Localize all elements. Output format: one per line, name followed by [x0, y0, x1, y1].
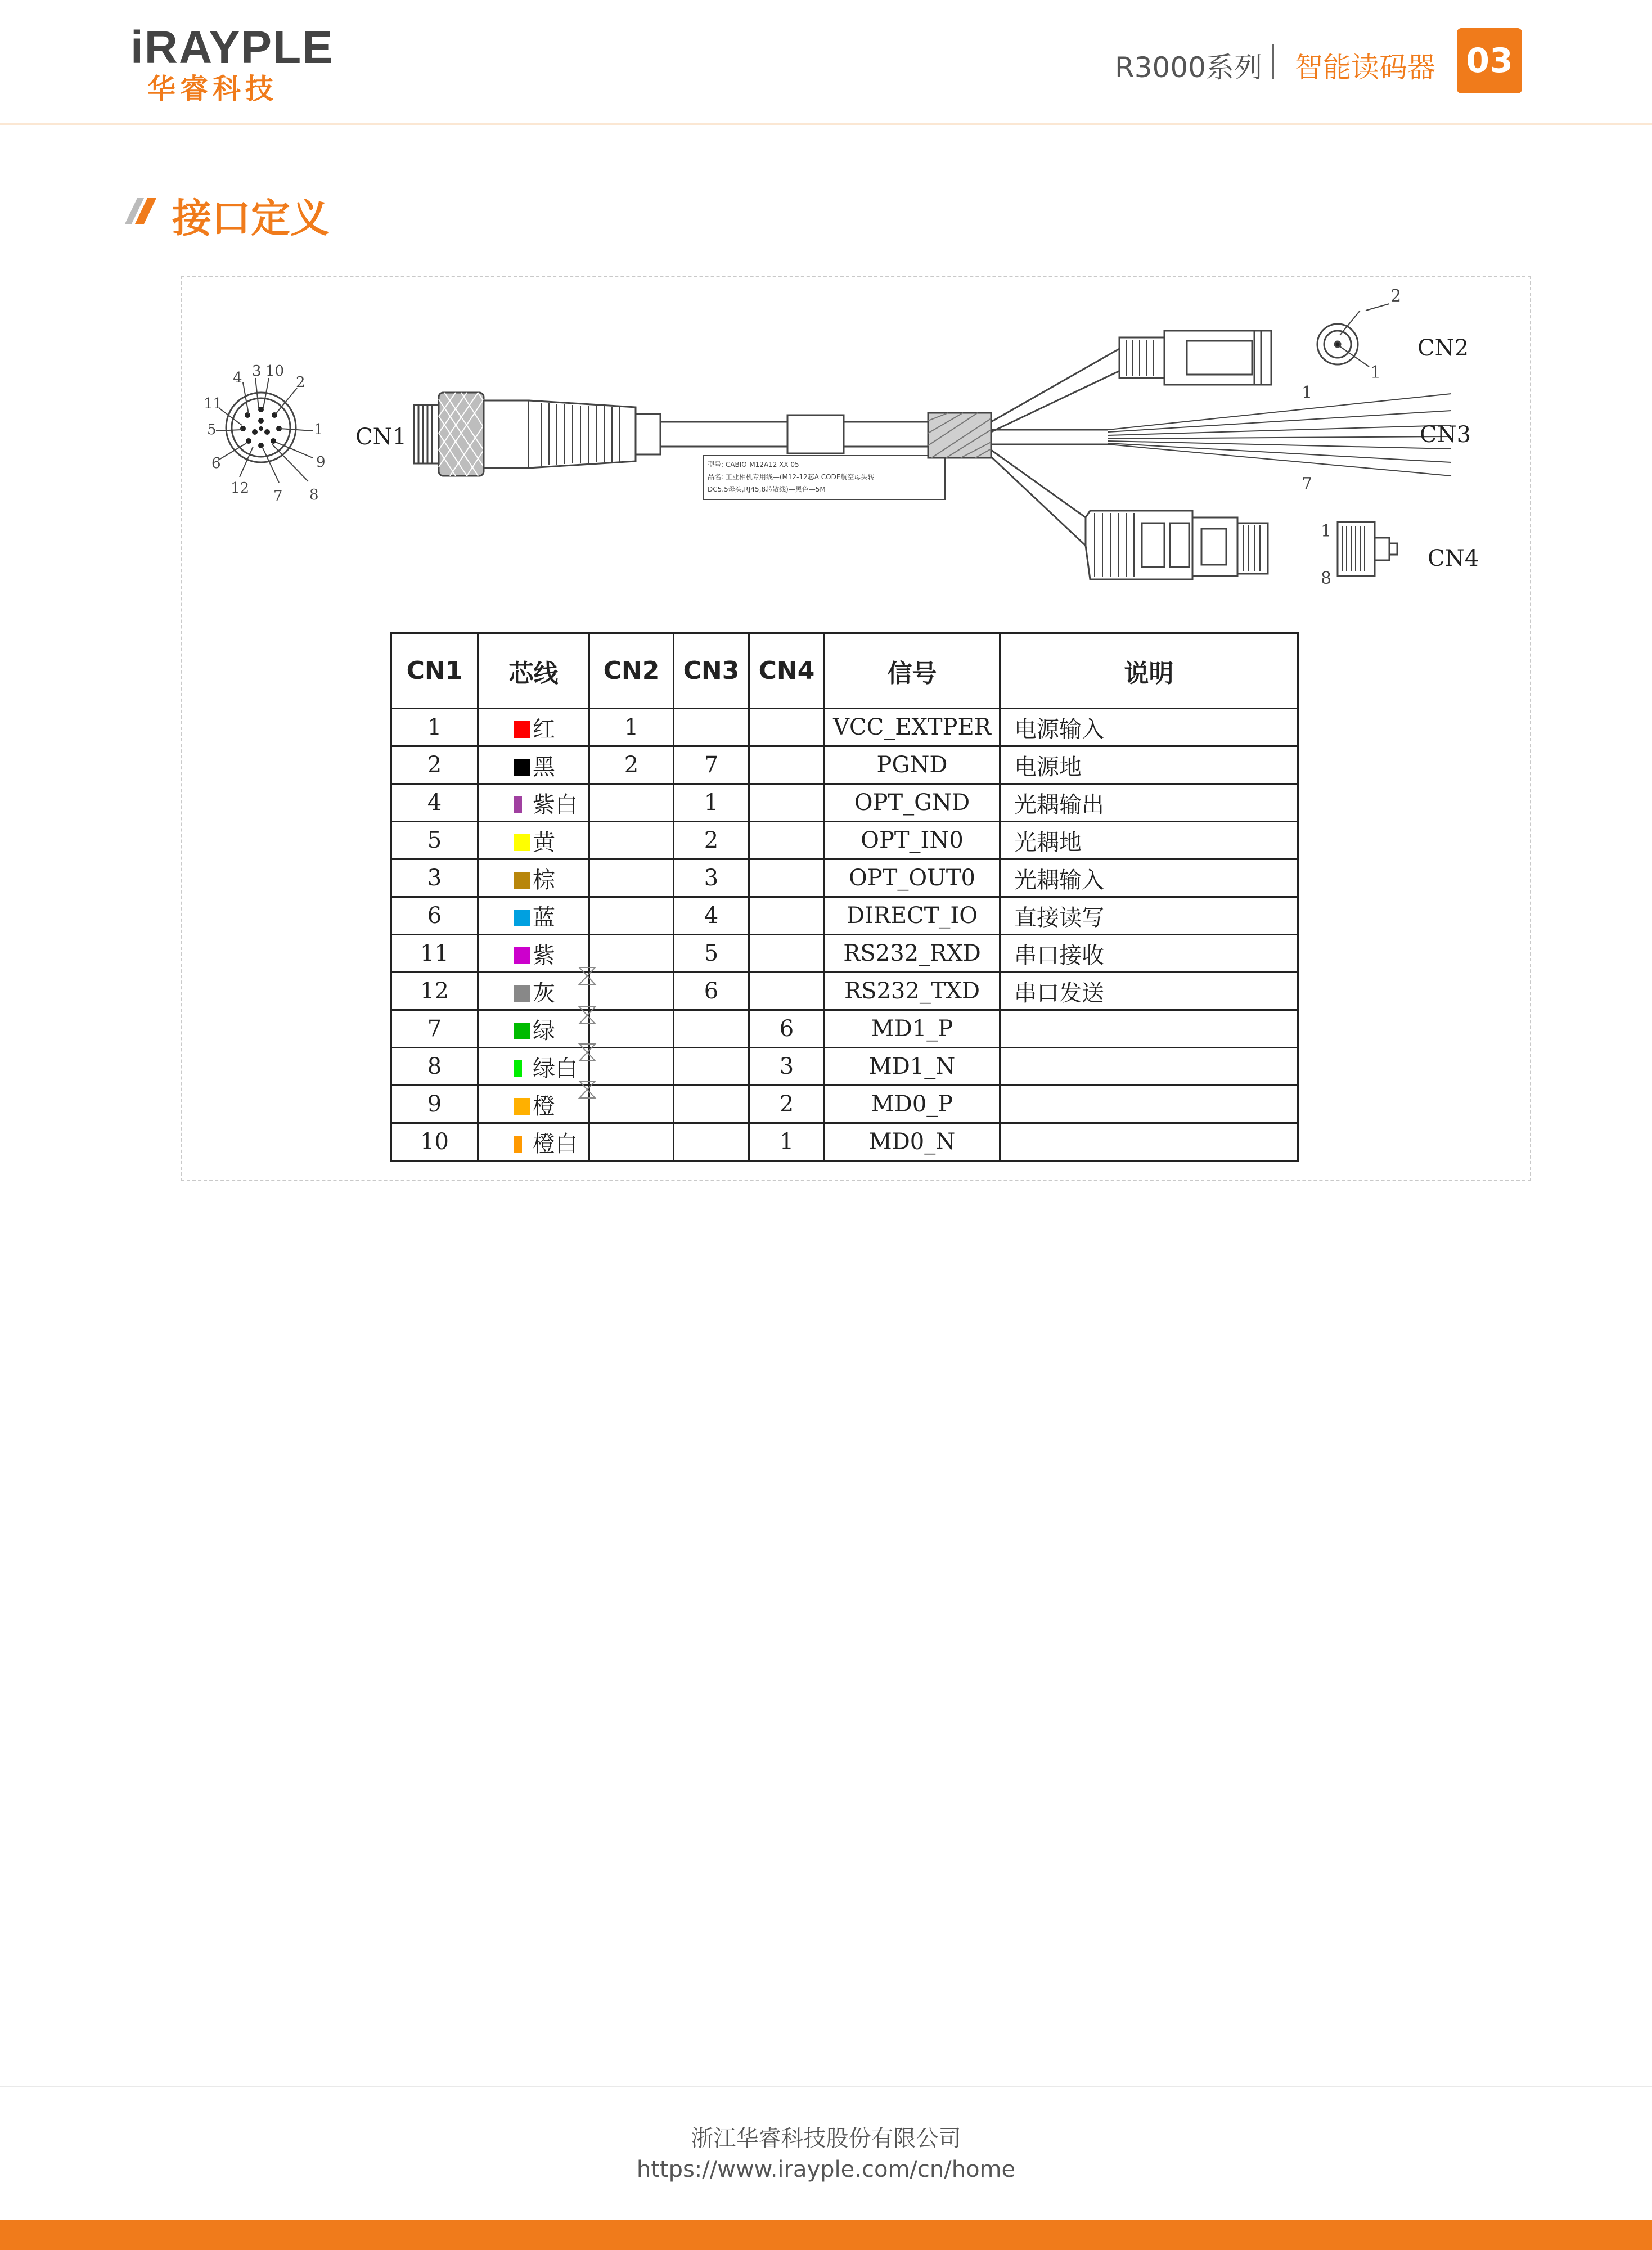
- wire-color-swatch: [514, 1136, 530, 1153]
- table-row: [391, 1010, 1298, 1048]
- svg-text:7: 7: [273, 488, 283, 505]
- cell-description: 光耦输入: [1000, 860, 1298, 897]
- table-row: [391, 935, 1298, 973]
- wire-color-swatch: [514, 985, 530, 1002]
- svg-text:12: 12: [231, 480, 250, 497]
- wire-color-swatch: [514, 910, 530, 926]
- wire-color-label: 橙白: [533, 1131, 578, 1157]
- cell-cn2: [589, 973, 674, 1010]
- cell-signal: MD0_P: [825, 1086, 1000, 1123]
- cell-cn2: [589, 897, 674, 935]
- cell-cn2: 1: [589, 709, 674, 746]
- cn2-label: CN2: [1417, 335, 1469, 361]
- cell-cn1: 9: [391, 1086, 478, 1123]
- svg-text:型号: CABIO-M12A12-XX-05: 型号: CABIO-M12A12-XX-05: [708, 461, 799, 469]
- wire-color-label: 紫: [533, 942, 555, 969]
- wire-color-swatch: [514, 759, 530, 776]
- cell-cn3: 6: [674, 973, 749, 1010]
- table-row: [391, 746, 1298, 784]
- cell-description: 光耦输出: [1000, 784, 1298, 822]
- cell-signal: OPT_OUT0: [825, 860, 1000, 897]
- svg-text:5: 5: [207, 421, 217, 438]
- cell-cn3: 1: [674, 784, 749, 822]
- cell-description: [1000, 1010, 1298, 1048]
- twisted-pair-markers: [576, 956, 598, 1181]
- cell-description: 电源输入: [1000, 709, 1298, 746]
- cell-wire: [478, 822, 589, 860]
- cell-wire: [478, 897, 589, 935]
- table-row: [391, 1123, 1298, 1161]
- table-row: [391, 822, 1298, 860]
- header-divider: [1272, 44, 1274, 79]
- cell-cn4: [749, 897, 825, 935]
- cell-signal: MD1_N: [825, 1048, 1000, 1086]
- cell-signal: RS232_TXD: [825, 973, 1000, 1010]
- footer-rule: [0, 2086, 1652, 2087]
- svg-text:8: 8: [309, 487, 319, 503]
- cell-signal: RS232_RXD: [825, 935, 1000, 973]
- header-cn2: CN2: [589, 633, 674, 709]
- cell-cn1: 12: [391, 973, 478, 1010]
- cell-cn2: [589, 822, 674, 860]
- table-row: [391, 897, 1298, 935]
- cell-wire: [478, 1010, 589, 1048]
- wire-color-swatch: [514, 721, 530, 738]
- wire-color-swatch: [514, 834, 530, 851]
- header-rule: [0, 123, 1652, 125]
- cell-cn2: [589, 935, 674, 973]
- cell-cn3: [674, 1086, 749, 1123]
- cell-cn4: [749, 973, 825, 1010]
- cn1-label: CN1: [355, 424, 407, 450]
- table-header-row: [391, 633, 1298, 709]
- wire-color-swatch: [514, 1098, 530, 1115]
- cell-cn2: [589, 1123, 674, 1161]
- cn1-pin-face: [216, 378, 313, 483]
- table-row: [391, 709, 1298, 746]
- wire-color-swatch: [514, 796, 530, 813]
- pin-definition-table: [390, 632, 1299, 1162]
- cell-signal: OPT_IN0: [825, 822, 1000, 860]
- wire-color-label: 蓝: [533, 904, 555, 931]
- cell-cn1: 10: [391, 1123, 478, 1161]
- cell-description: 串口发送: [1000, 973, 1298, 1010]
- cell-wire: [478, 973, 589, 1010]
- cell-cn3: [674, 1048, 749, 1086]
- cell-cn2: [589, 1048, 674, 1086]
- header-description: 说明: [1000, 633, 1298, 709]
- cell-cn3: 5: [674, 935, 749, 973]
- cn1-pin-numbers: [204, 363, 326, 505]
- cell-wire: [478, 709, 589, 746]
- cell-cn4: [749, 709, 825, 746]
- cell-cn4: [749, 746, 825, 784]
- cell-cn1: 5: [391, 822, 478, 860]
- svg-text:9: 9: [316, 454, 326, 471]
- cell-cn4: 3: [749, 1048, 825, 1086]
- table-row: [391, 1086, 1298, 1123]
- header-signal: 信号: [825, 633, 1000, 709]
- wire-color-label: 紫白: [533, 791, 578, 818]
- footer-url[interactable]: https://www.irayple.com/cn/home: [636, 2157, 1016, 2182]
- cell-description: 串口接收: [1000, 935, 1298, 973]
- cell-signal: MD0_N: [825, 1123, 1000, 1161]
- page-number-badge: 03: [1457, 28, 1522, 93]
- cell-signal: VCC_EXTPER: [825, 709, 1000, 746]
- cell-cn3: 4: [674, 897, 749, 935]
- cell-description: [1000, 1086, 1298, 1123]
- svg-text:1: 1: [314, 421, 323, 438]
- cell-cn3: [674, 709, 749, 746]
- header-cn1: CN1: [391, 633, 478, 709]
- cell-cn4: [749, 822, 825, 860]
- cell-cn4: [749, 935, 825, 973]
- header-cn3: CN3: [674, 633, 749, 709]
- table-row: [391, 1048, 1298, 1086]
- cell-cn2: [589, 1086, 674, 1123]
- cn4-label: CN4: [1428, 546, 1479, 572]
- wire-color-label: 橙: [533, 1093, 555, 1119]
- svg-text:2: 2: [296, 374, 305, 391]
- cell-signal: PGND: [825, 746, 1000, 784]
- header-cn4: CN4: [749, 633, 825, 709]
- cn4-pin-8: 8: [1321, 569, 1332, 588]
- cell-description: [1000, 1123, 1298, 1161]
- cn2-face: [1317, 304, 1389, 367]
- cell-wire: [478, 1048, 589, 1086]
- svg-text:11: 11: [204, 395, 223, 412]
- cell-cn4: [749, 784, 825, 822]
- svg-text:DC5.5母头,RJ45,8芯散线)—黑色—5M: DC5.5母头,RJ45,8芯散线)—黑色—5M: [708, 485, 826, 493]
- cell-description: 光耦地: [1000, 822, 1298, 860]
- header-wire: 芯线: [478, 633, 589, 709]
- cell-cn3: 7: [674, 746, 749, 784]
- cell-wire: [478, 784, 589, 822]
- cn3-pin-7: 7: [1302, 474, 1313, 494]
- svg-text:3: 3: [252, 363, 262, 380]
- footer-company: 浙江华睿科技股份有限公司: [691, 2126, 961, 2152]
- wire-color-swatch: [514, 872, 530, 889]
- cell-description: 电源地: [1000, 746, 1298, 784]
- cell-cn3: 2: [674, 822, 749, 860]
- cn3-pin-1: 1: [1302, 383, 1313, 403]
- cell-description: 直接读写: [1000, 897, 1298, 935]
- cell-wire: [478, 860, 589, 897]
- cell-cn3: [674, 1123, 749, 1161]
- cn3-label: CN3: [1420, 422, 1471, 448]
- wire-color-swatch: [514, 1023, 530, 1040]
- svg-text:6: 6: [211, 455, 221, 472]
- cable-diagram: [186, 281, 1524, 596]
- wire-color-swatch: [514, 947, 530, 964]
- cell-cn2: [589, 784, 674, 822]
- cell-cn4: 6: [749, 1010, 825, 1048]
- cell-cn4: 1: [749, 1123, 825, 1161]
- cn2-pin-2: 2: [1390, 286, 1402, 306]
- cell-wire: [478, 1086, 589, 1123]
- wire-color-label: 绿: [533, 1018, 555, 1044]
- cell-cn2: [589, 860, 674, 897]
- cell-signal: DIRECT_IO: [825, 897, 1000, 935]
- cell-cn1: 8: [391, 1048, 478, 1086]
- cell-cn4: [749, 860, 825, 897]
- cell-cn4: 2: [749, 1086, 825, 1123]
- cell-cn2: [589, 1010, 674, 1048]
- wire-color-label: 黑: [533, 754, 555, 780]
- m12-connector: [414, 393, 660, 476]
- header-series: R3000系列: [1115, 51, 1262, 84]
- cell-cn1: 4: [391, 784, 478, 822]
- cell-wire: [478, 935, 589, 973]
- wire-color-label: 灰: [533, 980, 555, 1006]
- header-product: 智能读码器: [1295, 51, 1435, 84]
- wire-color-swatch: [514, 1060, 530, 1077]
- wire-color-label: 棕: [533, 867, 555, 893]
- wire-color-label: 绿白: [533, 1055, 578, 1082]
- cell-signal: MD1_P: [825, 1010, 1000, 1048]
- section-title: 接口定义: [172, 195, 330, 241]
- cell-wire: [478, 1123, 589, 1161]
- cell-cn2: 2: [589, 746, 674, 784]
- cell-cn3: [674, 1010, 749, 1048]
- cell-cn1: 2: [391, 746, 478, 784]
- cn2-pin-1: 1: [1370, 363, 1381, 382]
- company-logo-chinese: 华睿科技: [147, 73, 278, 105]
- wire-color-label: 黄: [533, 829, 555, 856]
- cell-cn1: 3: [391, 860, 478, 897]
- cell-cn3: 3: [674, 860, 749, 897]
- cell-cn1: 11: [391, 935, 478, 973]
- table-row: [391, 860, 1298, 897]
- wire-color-label: 红: [533, 716, 555, 742]
- section-slash-icon: [124, 198, 157, 224]
- cn4-pin-1: 1: [1321, 521, 1332, 541]
- cn4-face: [1338, 522, 1397, 576]
- cell-signal: OPT_GND: [825, 784, 1000, 822]
- table-row: [391, 973, 1298, 1010]
- svg-text:品名: 工业相机专用线—(M12-12芯A CODE航空母头: 品名: 工业相机专用线—(M12-12芯A CODE航空母头转: [708, 473, 875, 481]
- cell-cn1: 6: [391, 897, 478, 935]
- cell-description: [1000, 1048, 1298, 1086]
- cell-cn1: 7: [391, 1010, 478, 1048]
- cell-cn1: 1: [391, 709, 478, 746]
- logo-text: iRAYPLE: [130, 22, 334, 73]
- cell-wire: [478, 746, 589, 784]
- cn3-flying-leads: [1108, 394, 1451, 476]
- dc-jack: [1119, 331, 1271, 385]
- svg-text:4: 4: [233, 370, 242, 386]
- table-row: [391, 784, 1298, 822]
- svg-text:10: 10: [265, 363, 285, 380]
- footer-bar: [0, 2220, 1652, 2250]
- rj45-plug: [1086, 511, 1268, 579]
